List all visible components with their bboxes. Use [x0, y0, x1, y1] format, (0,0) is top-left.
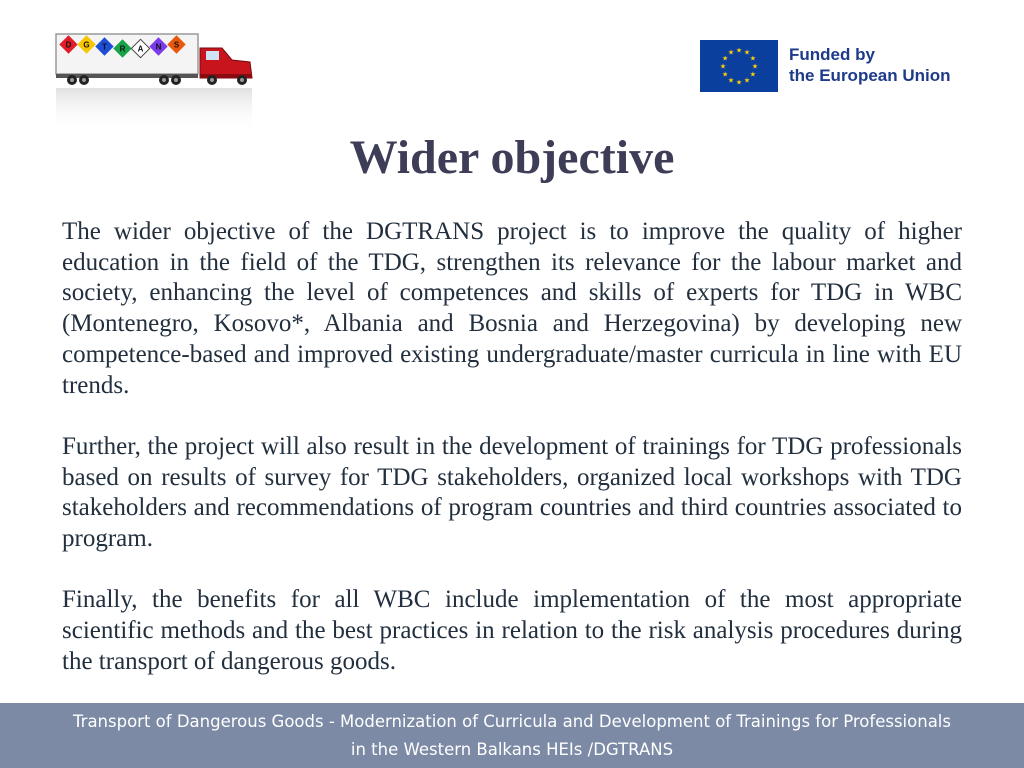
eu-star-icon: ★ [751, 62, 759, 71]
eu-line1: Funded by [789, 45, 875, 64]
paragraph-1: The wider objective of the DGTRANS project is to improve the quality of higher education in the field of the TDG, strengthen its relevance for the labour market and society, enhancing the level of competences and skills of experts for TDG in WBC (Montenegro, Kosovo*, Albania and Bosnia and Herzegovina) by developing new competence-based and improved existing undergraduate/master curricula in line with EU trends. [62, 218, 962, 399]
eu-star-icon: ★ [743, 76, 751, 85]
eu-line2: the European Union [789, 66, 951, 85]
slide-title: Wider objective [349, 131, 675, 184]
footer-line1: Transport of Dangerous Goods - Modernization of Curricula and Development of Trainings for Professionals [73, 712, 951, 731]
eu-star-icon: ★ [735, 46, 743, 55]
eu-star-icon: ★ [727, 48, 735, 57]
logo-letter: S [173, 40, 180, 50]
dgtrans-truck-logo [54, 30, 256, 134]
logo-letter: A [137, 44, 144, 54]
truck-icon [54, 30, 256, 134]
footer-line2: in the Western Balkans HEIs /DGTRANS [350, 740, 674, 759]
eu-star-icon: ★ [719, 62, 727, 71]
footer-bar [0, 703, 1024, 768]
logo-letter: T [102, 42, 107, 52]
eu-star-icon: ★ [721, 54, 729, 63]
paragraph-3: Finally, the benefits for all WBC include implementation of the most appropriate scientific methods and the best practices in relation to the risk analysis procedures during the transport of dangerous goods. [62, 586, 962, 675]
logo-letter: D [65, 40, 72, 50]
logo-letter: G [83, 40, 90, 50]
eu-flag-icon [700, 40, 778, 92]
eu-star-icon: ★ [749, 70, 757, 79]
eu-funding-text [789, 44, 951, 86]
eu-star-icon: ★ [735, 78, 743, 87]
eu-funding-logo [700, 40, 965, 94]
eu-star-icon: ★ [743, 48, 751, 57]
eu-star-icon: ★ [721, 70, 729, 79]
slide-body [62, 217, 962, 708]
eu-star-icon: ★ [727, 76, 735, 85]
logo-letter: N [155, 42, 162, 52]
paragraph-2: Further, the project will also result in the development of trainings for TDG professionals based on results of survey for TDG stakeholders, organized local workshops with TDG stakeholders and recommendations of program countries and third countries associated to program. [62, 432, 962, 553]
logo-letter: R [119, 44, 126, 54]
eu-star-icon: ★ [749, 54, 757, 63]
